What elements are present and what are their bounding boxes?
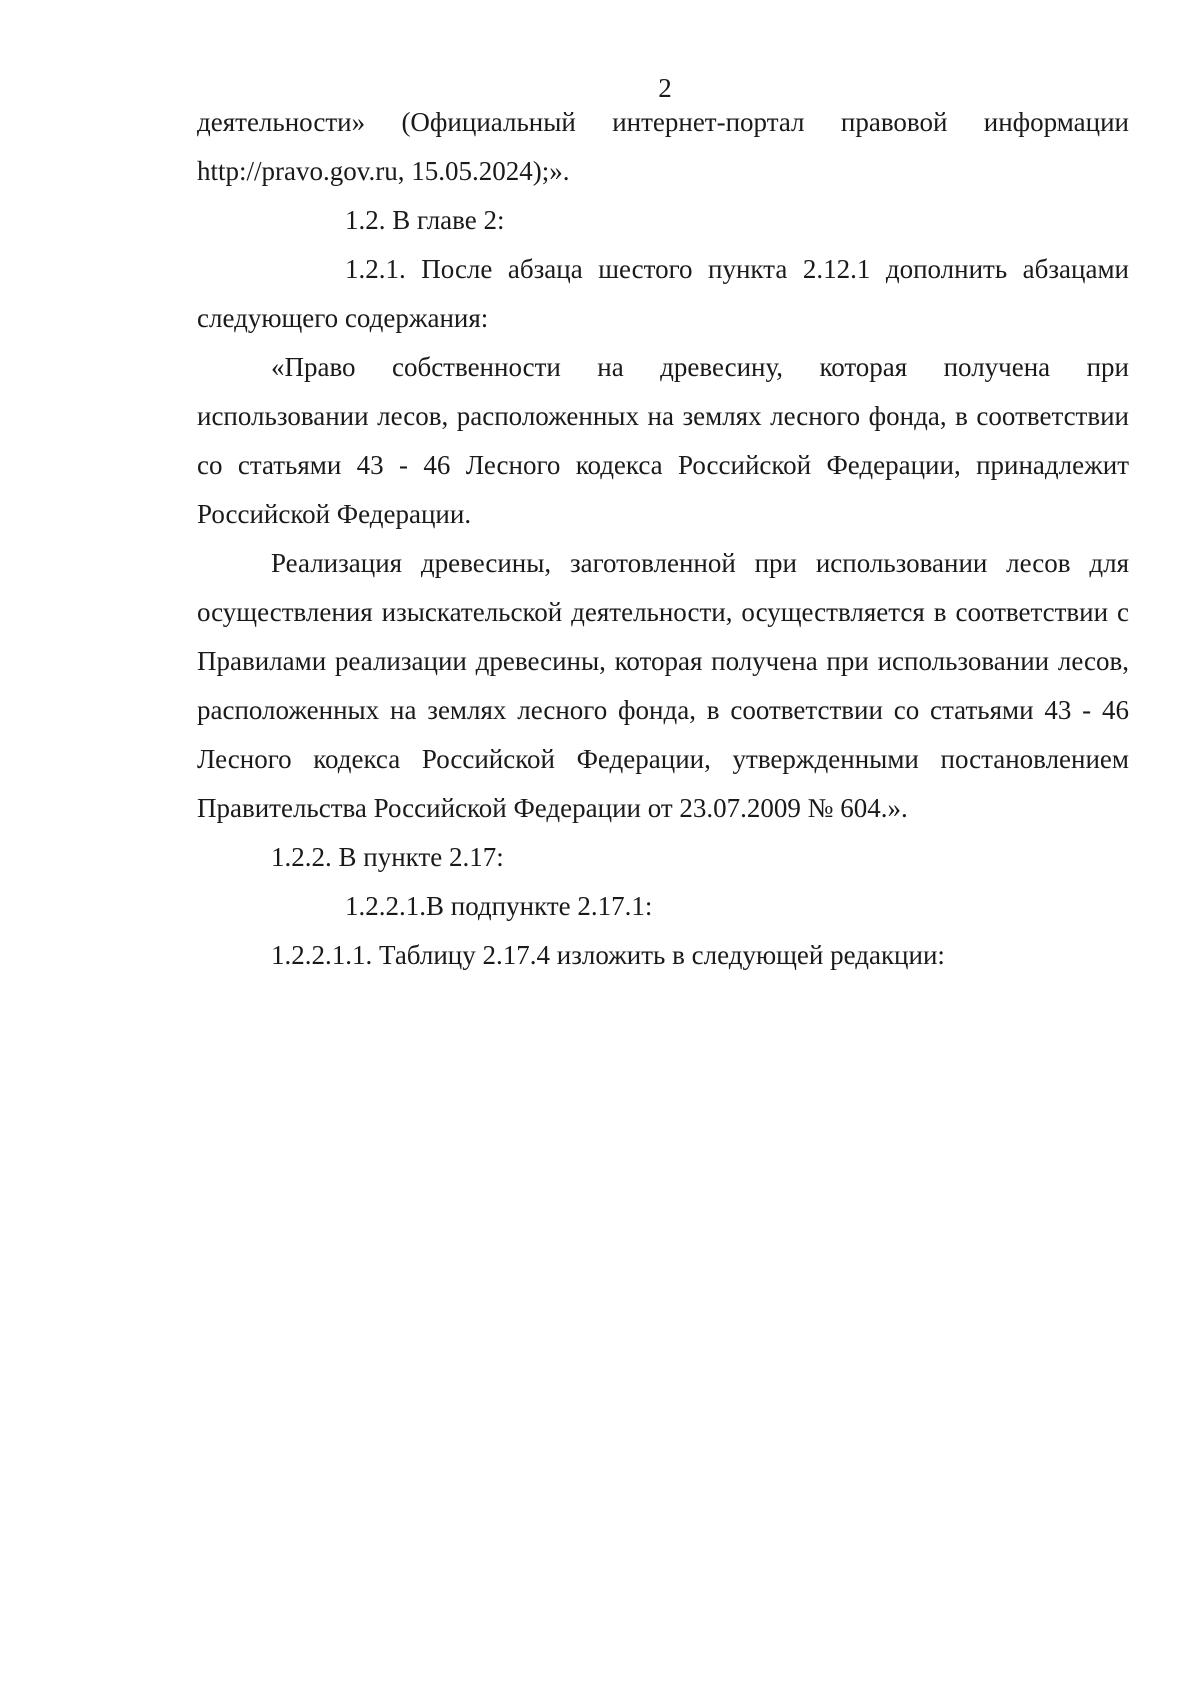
clause-text: В главе 2: [392, 205, 505, 235]
clause-number: 1.2. [345, 205, 386, 235]
paragraph-1-2-1 [197, 245, 1129, 343]
page-number: 2 [658, 73, 672, 103]
clause-text: После абзаца шестого пункта 2.12.1 дополнить абзацами следующего содержания: [197, 254, 1130, 333]
paragraph-1-2-2-1-1: 1.2.2.1.1. Таблицу 2.17.4 изложить в следующей редакции: [271, 940, 945, 970]
paragraph-quote-ownership: «Право собственности на древесину, которая получена при использовании лесов, расположенных на землях лесного фонда, в соответствии со статьями 43 - 46 Лесного кодекса Российской Федерации, принадлежит Российской Федерации. [197, 352, 1129, 529]
clause-text: В подпункте 2.17.1: [426, 891, 653, 921]
paragraph-1-2-2: 1.2.2. В пункте 2.17: [271, 842, 504, 872]
paragraph-quote-sale: Реализация древесины, заготовленной при использовании лесов для осуществления изыскательской деятельности, осуществляется в соответствии с Правилами реализации древесины, которая получена при использовании лесов, расположенных на землях лесного фонда, в соответствии со статьями 43 - 46 Лесного кодекса Российской Федерации, утвержденными постановлением Правительства Российской Федерации от 23.07.2009 № 604.». [197, 548, 1129, 823]
document-body [197, 98, 1129, 980]
paragraph-continuation: деятельности» (Официальный интернет-портал правовой информации http://pravo.gov.ru, 15.05.2024);». [197, 107, 1129, 186]
paragraph-1-2-2-1 [197, 882, 1129, 931]
paragraph-1-2 [197, 196, 1129, 245]
clause-number: 1.2.2.1. [345, 891, 426, 921]
clause-number: 1.2.1. [345, 254, 406, 284]
